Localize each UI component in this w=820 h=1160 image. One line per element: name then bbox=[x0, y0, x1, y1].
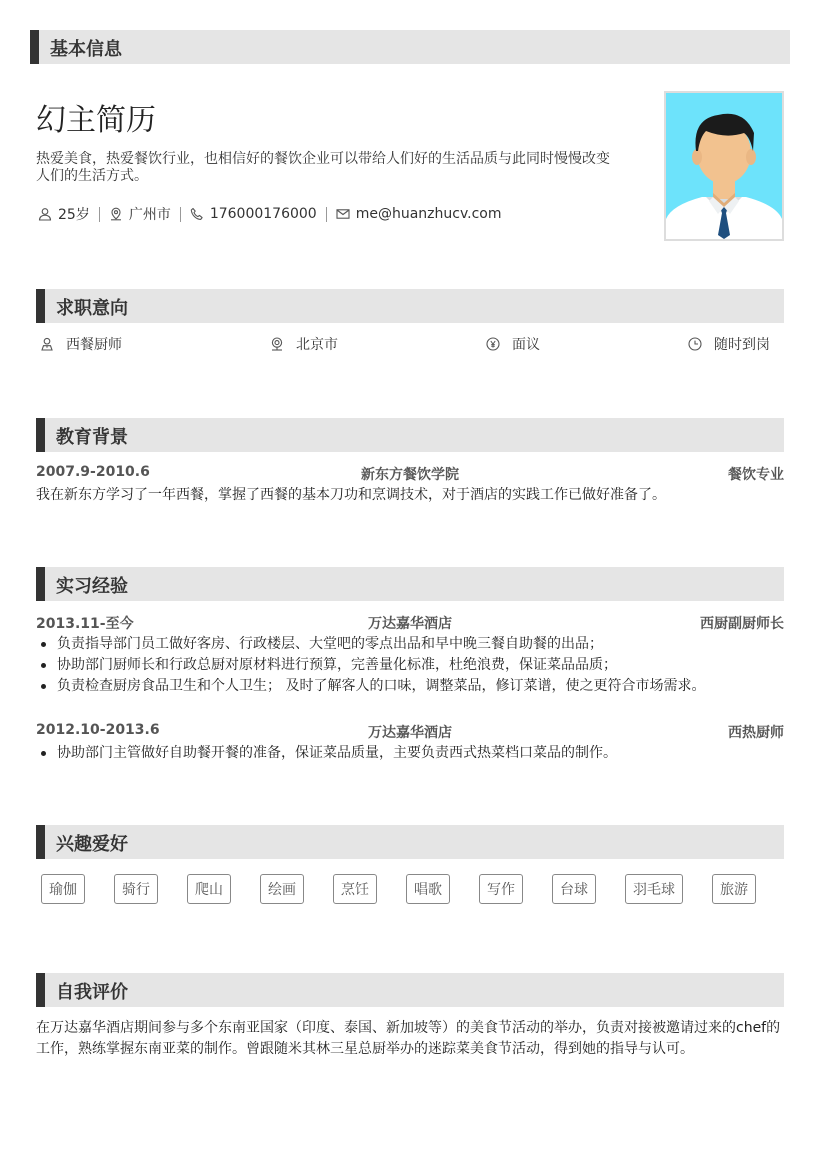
salary-icon bbox=[486, 337, 500, 351]
intent-city-text: 北京市 bbox=[296, 337, 338, 353]
divider bbox=[326, 207, 327, 222]
section-header-self bbox=[36, 973, 784, 1007]
hobby-tag: 烹饪 bbox=[333, 874, 377, 904]
intro-text: 热爱美食，热爱餐饮行业，也相信好的餐饮企业可以带给人们好的生活品质与此同时慢慢改变人们的生活方式。 bbox=[36, 151, 610, 184]
section-header-intent bbox=[36, 289, 784, 323]
section-header-internship bbox=[36, 567, 784, 601]
user-icon bbox=[38, 207, 52, 221]
position-icon bbox=[40, 337, 54, 351]
resume-name: 幻主简历 bbox=[36, 103, 156, 138]
intent-city bbox=[270, 334, 338, 354]
section-title: 教育背景 bbox=[56, 427, 128, 448]
city-text: 广州市 bbox=[128, 207, 171, 223]
section-header-hobbies bbox=[36, 825, 784, 859]
intent-position-text: 西餐厨师 bbox=[66, 337, 122, 353]
intent-salary-text: 面议 bbox=[512, 337, 540, 353]
internship-period: 2012.10-2013.6 bbox=[36, 722, 160, 738]
hobby-tag: 旅游 bbox=[712, 874, 756, 904]
section-header-basic bbox=[30, 30, 790, 64]
list-item: 负责检查厨房食品卫生和个人卫生； 及时了解客人的口味，调整菜品，修订菜谱，使之更符合市场需求。 bbox=[36, 676, 784, 697]
avatar bbox=[664, 91, 784, 241]
list-item: 协助部门主管做好自助餐开餐的准备，保证菜品质量，主要负责西式热菜档口菜品的制作。 bbox=[36, 743, 784, 764]
internship-duties bbox=[36, 743, 784, 764]
age-text: 25岁 bbox=[58, 207, 90, 223]
phone-icon bbox=[190, 207, 204, 221]
education-period: 2007.9-2010.6 bbox=[36, 464, 150, 480]
clock-icon bbox=[688, 337, 702, 351]
section-title: 求职意向 bbox=[56, 298, 128, 319]
internship-role: 西厨副厨师长 bbox=[700, 616, 784, 632]
email-text[interactable]: me@huanzhucv.com bbox=[355, 206, 502, 222]
education-school: 新东方餐饮学院 bbox=[361, 467, 459, 483]
internship-role: 西热厨师 bbox=[728, 725, 784, 741]
hobby-tag: 羽毛球 bbox=[625, 874, 683, 904]
hobby-tag: 台球 bbox=[552, 874, 596, 904]
hobby-tag: 爬山 bbox=[187, 874, 231, 904]
hobby-tag: 骑行 bbox=[114, 874, 158, 904]
intent-availability bbox=[688, 334, 770, 354]
section-header-education bbox=[36, 418, 784, 452]
hobby-tag: 唱歌 bbox=[406, 874, 450, 904]
hobby-tag: 瑜伽 bbox=[41, 874, 85, 904]
internship-period: 2013.11-至今 bbox=[36, 616, 134, 632]
section-title: 兴趣爱好 bbox=[56, 834, 128, 855]
hobby-tag: 绘画 bbox=[260, 874, 304, 904]
location-icon bbox=[109, 207, 123, 221]
phone-text[interactable]: 176000176000 bbox=[209, 206, 317, 222]
education-major: 餐饮专业 bbox=[728, 467, 784, 483]
education-desc: 我在新东方学习了一年西餐，掌握了西餐的基本刀功和烹调技术，对于酒店的实践工作已做好准备了。 bbox=[36, 487, 666, 503]
internship-meta bbox=[36, 613, 784, 633]
section-title: 实习经验 bbox=[56, 576, 128, 597]
mail-icon bbox=[336, 207, 350, 221]
section-title: 自我评价 bbox=[56, 982, 128, 1003]
contact-row bbox=[38, 204, 502, 224]
internship-duties bbox=[36, 634, 784, 697]
intent-salary bbox=[486, 334, 540, 354]
divider bbox=[99, 207, 100, 222]
education-meta bbox=[36, 464, 784, 484]
section-title: 基本信息 bbox=[50, 39, 122, 60]
intent-availability-text: 随时到岗 bbox=[714, 337, 770, 353]
internship-meta bbox=[36, 722, 784, 742]
city-icon bbox=[270, 337, 284, 351]
divider bbox=[180, 207, 181, 222]
internship-company: 万达嘉华酒店 bbox=[368, 725, 452, 741]
intent-position bbox=[40, 334, 122, 354]
internship-company: 万达嘉华酒店 bbox=[368, 616, 452, 632]
self-evaluation-text: 在万达嘉华酒店期间参与多个东南亚国家（印度、泰国、新加坡等）的美食节活动的举办，负责对接被邀请过来的chef的工作，熟练掌握东南亚菜的制作。曾跟随米其林三星总厨举办的迷踪菜美食节活动，得到她的指导与认可。 bbox=[36, 1020, 781, 1057]
list-item: 协助部门厨师长和行政总厨对原材料进行预算，完善量化标准，杜绝浪费，保证菜品品质； bbox=[36, 655, 784, 676]
list-item: 负责指导部门员工做好客房、行政楼层、大堂吧的零点出品和早中晚三餐自助餐的出品； bbox=[36, 634, 784, 655]
hobby-tag: 写作 bbox=[479, 874, 523, 904]
